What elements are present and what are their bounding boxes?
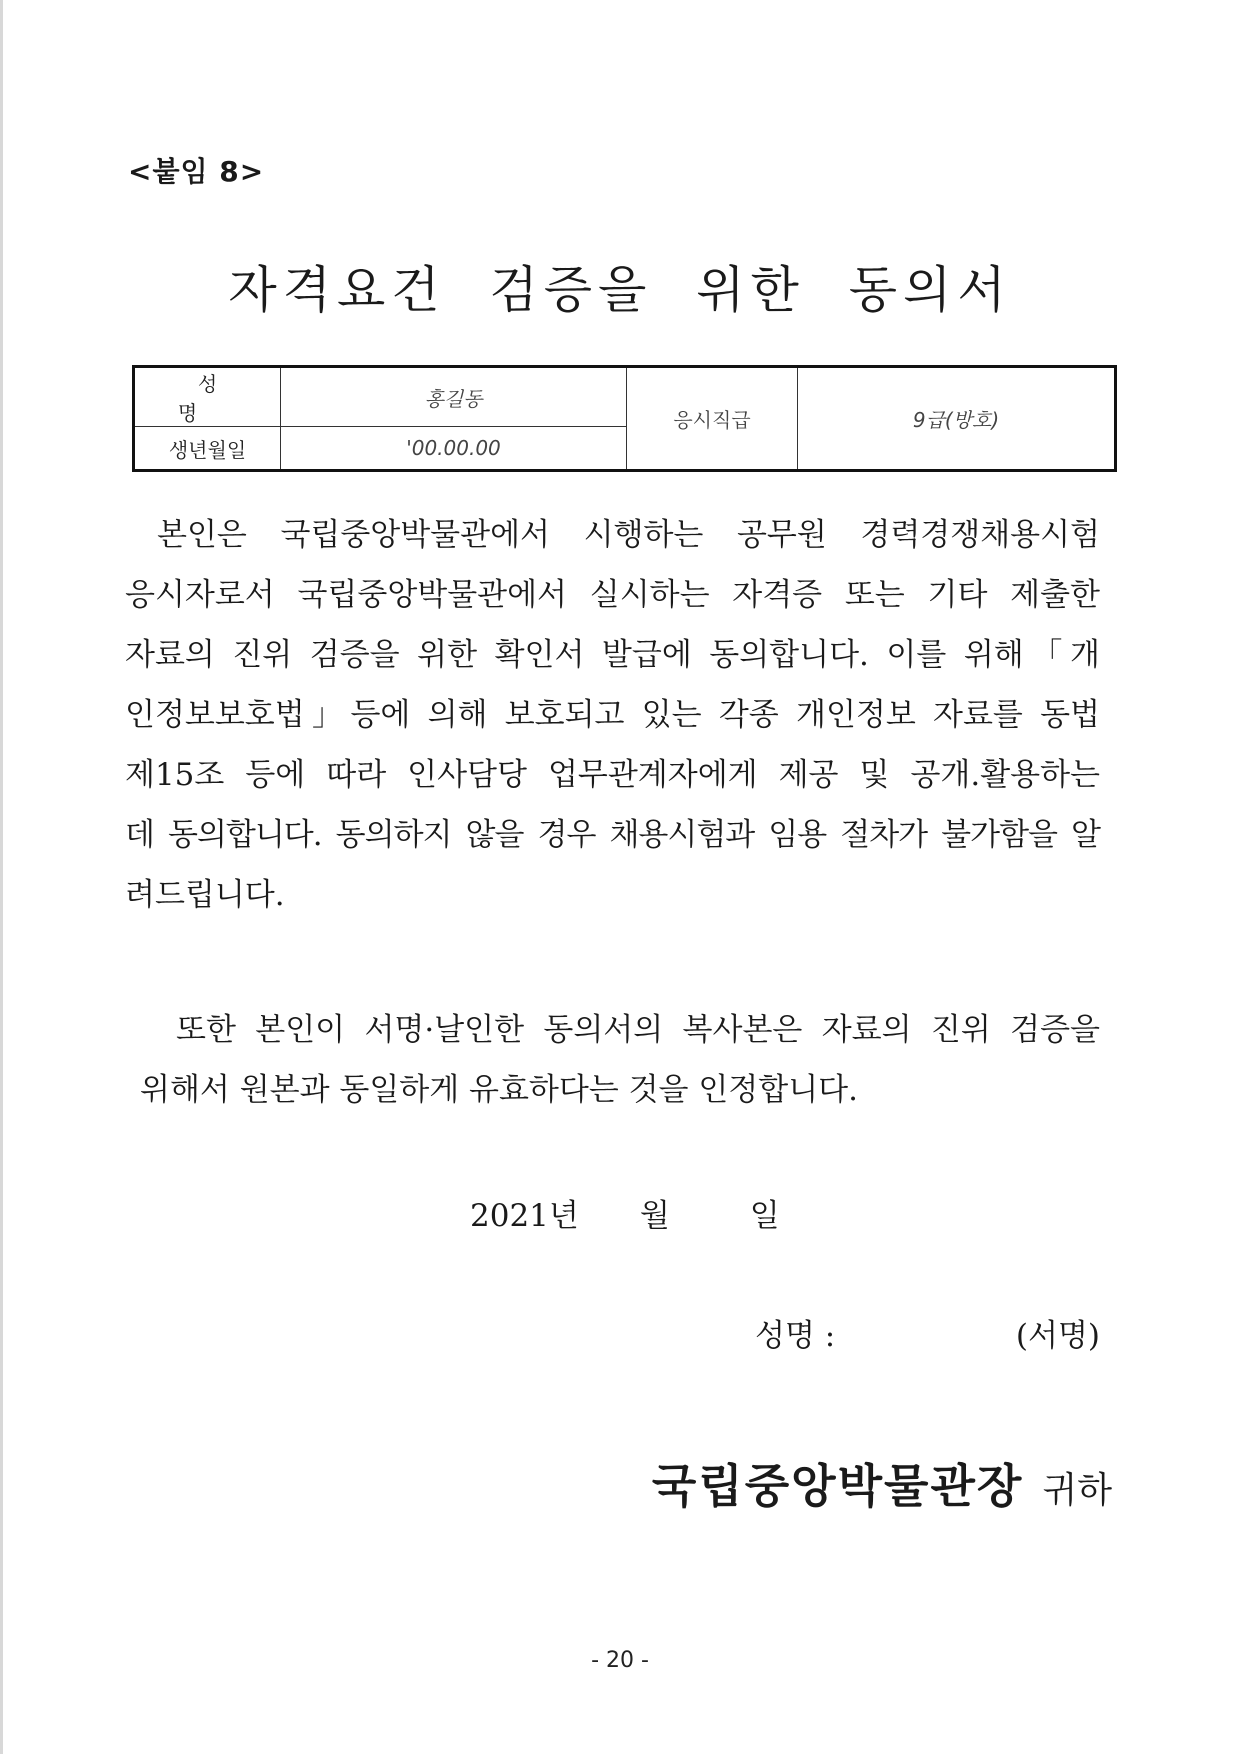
addressee — [652, 1450, 1112, 1516]
addressee-suffix: 귀하 — [1042, 1470, 1112, 1511]
birth-value: '00.00.00 — [406, 436, 501, 460]
document-title: 자격요건 검증을 위한 동의서 — [228, 261, 1012, 319]
signature-mark: (서명) — [1015, 1318, 1100, 1354]
signature-label: 성명 : — [755, 1318, 836, 1354]
name-label-cell — [134, 367, 281, 427]
signature-line — [755, 1310, 1100, 1355]
date-year: 2021년 — [470, 1198, 579, 1234]
date-day: 일 — [749, 1198, 780, 1234]
grade-value: 9급(방호) — [912, 408, 1000, 432]
paragraph-line: 위해서 원본과 동일하게 유효하다는 것을 인정합니다. — [140, 1072, 858, 1108]
paragraph-line: 또한 본인이 서명·날인한 동의서의 복사본은 자료의 진위 검증을 — [176, 1012, 1100, 1048]
name-label: 성 명 — [177, 372, 258, 425]
birth-label-cell — [134, 427, 281, 471]
paragraph-line: 인정보보호법」등에 의해 보호되고 있는 각종 개인정보 자료를 동법 — [125, 697, 1100, 733]
applicant-info-table — [132, 365, 1117, 472]
consent-paragraph-2 — [140, 1000, 1100, 1120]
birth-label: 생년월일 — [168, 437, 247, 462]
paragraph-line: 자료의 진위 검증을 위한 확인서 발급에 동의합니다. 이를 위해「개 — [125, 637, 1100, 673]
grade-label-cell — [627, 367, 798, 471]
grade-value-cell — [798, 367, 1116, 471]
birth-value-cell — [281, 427, 627, 471]
name-value-cell — [281, 367, 627, 427]
table-row — [134, 367, 1116, 427]
name-value: 홍길동 — [424, 386, 483, 411]
grade-label: 응시직급 — [673, 408, 751, 432]
date-month: 월 — [639, 1198, 670, 1234]
addressee-name: 국립중앙박물관장 — [651, 1459, 1024, 1513]
attachment-label: <붙임 8> — [128, 155, 265, 188]
consent-paragraph-1 — [125, 505, 1100, 925]
page-number: - 20 - — [591, 1648, 649, 1673]
date-line — [470, 1190, 780, 1235]
paragraph-line: 데 동의합니다. 동의하지 않을 경우 채용시험과 임용 절차가 불가함을 알 — [125, 817, 1100, 853]
paragraph-line: 제15조 등에 따라 인사담당 업무관계자에게 제공 및 공개.활용하는 — [125, 757, 1100, 793]
paragraph-line: 려드립니다. — [125, 877, 285, 913]
paragraph-line: 본인은 국립중앙박물관에서 시행하는 공무원 경력경쟁채용시험 — [157, 517, 1100, 553]
paragraph-line: 응시자로서 국립중앙박물관에서 실시하는 자격증 또는 기타 제출한 — [125, 577, 1100, 613]
